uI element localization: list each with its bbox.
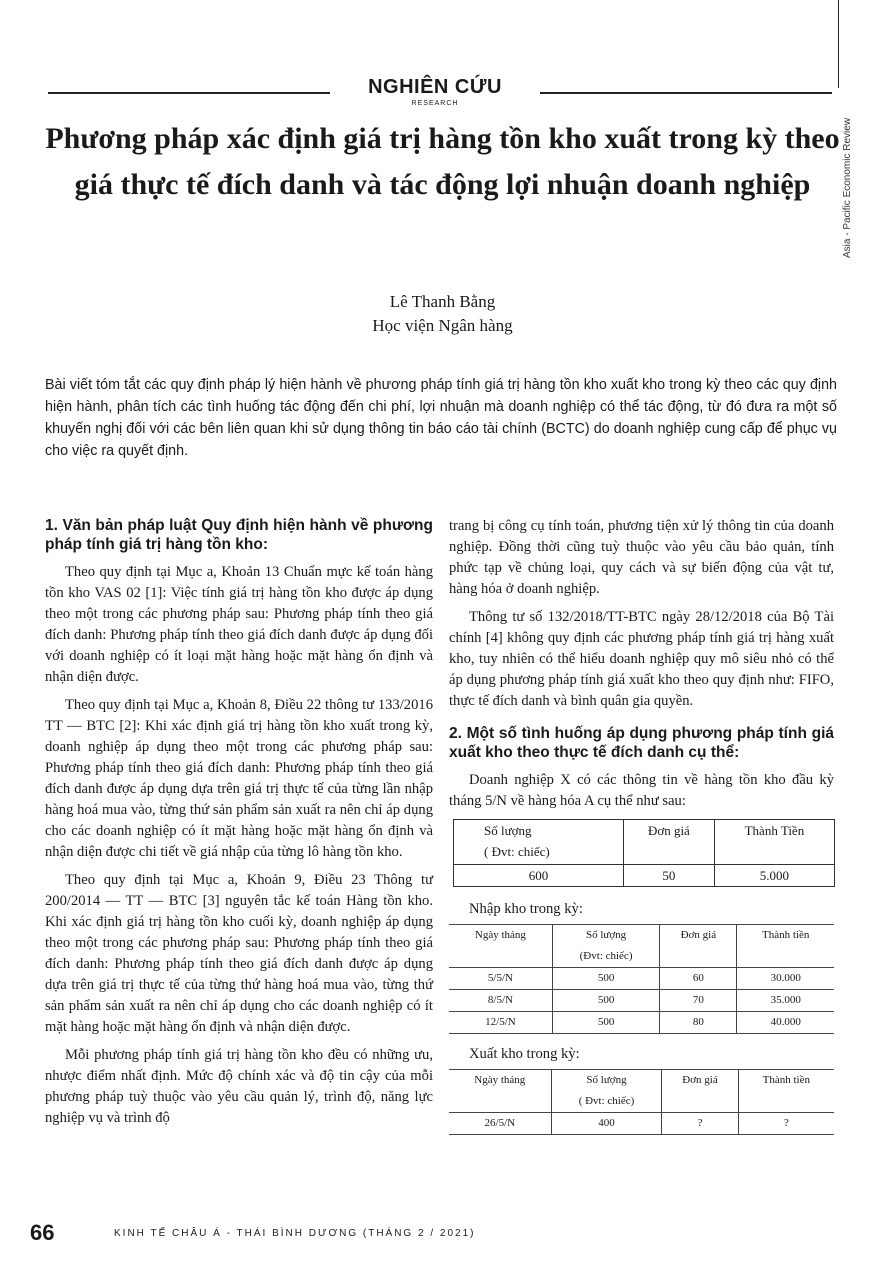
author-name: Lê Thanh Bằng: [389, 292, 496, 311]
table-caption: Nhập kho trong kỳ:: [469, 901, 583, 917]
table-header-cell: Thành Tiền: [714, 820, 834, 865]
table-cell: 26/5/N: [449, 1113, 551, 1135]
page-footer: [30, 1220, 850, 1250]
header-qty: Số lượng: [585, 929, 627, 941]
abstract: Bài viết tóm tắt các quy định pháp lý hiện hành về phương pháp tính giá trị hàng tồn kho xuất kho trong kỳ theo các quy định hiện hành, phân tích các tình huống tác động đến chi phí, lợi nhuận mà doanh nghiệp có thể tác động, từ đó đưa ra một số khuyến nghị đối với các bên liên quan khi sử dụng thông tin báo cáo tài chính (BCTC) do doanh nghiệp cung cấp để phục vụ cho việc ra quyết định.: [45, 377, 837, 459]
table-header-cell: Đơn giá: [662, 1070, 738, 1113]
section-label: NGHIÊN CỨU: [368, 76, 502, 98]
heading-1: 1. Văn bản pháp luật Quy định hiện hành về phương pháp tính giá trị hàng tồn kho:: [45, 517, 433, 553]
table-header-cell: Thành tiền: [737, 925, 834, 968]
table-row: [449, 968, 834, 990]
table-cell: 5/5/N: [449, 968, 552, 990]
table-cell: 70: [660, 990, 737, 1012]
paragraph: Doanh nghiệp X có các thông tin về hàng tồn kho đầu kỳ tháng 5/N về hàng hóa A cụ thể như sau:: [449, 772, 834, 809]
table-cell: 8/5/N: [449, 990, 552, 1012]
margin-rule: [838, 0, 839, 88]
header-qty-unit: ( Đvt: chiếc): [484, 844, 550, 859]
table-cell: ?: [738, 1113, 834, 1135]
table-header-cell: Thành tiền: [738, 1070, 834, 1113]
table-cell: 500: [552, 968, 659, 990]
paragraph: Mỗi phương pháp tính giá trị hàng tồn kho đều có những ưu, nhược điểm nhất định. Mức độ chính xác và độ tin cậy của mỗi phương pháp tuỳ thuộc vào yêu cầu quản lý, trình độ, năng lực nghiệp vụ và trình độ: [45, 1047, 433, 1126]
table-row: [449, 990, 834, 1012]
right-column: [449, 516, 834, 1145]
paragraph: Theo quy định tại Mục a, Khoản 13 Chuẩn mực kế toán hàng tồn kho VAS 02 [1]: Việc tính giá trị hàng tồn kho được áp dụng theo một trong các phương pháp sau: Phương pháp tính theo giá đích danh: Phương pháp tính theo giá đích danh được áp dụng đối với doanh nghiệp có ít loại mặt hàng hoặc mặt hàng ổn định và nhận diện được.: [45, 564, 433, 685]
header-rule-left: [48, 92, 330, 94]
paragraph: trang bị công cụ tính toán, phương tiện xử lý thông tin của doanh nghiệp. Đồng thời cũng tuỳ thuộc vào yêu cầu bảo quản, tính phức tạp về chủng loại, quy cách và sự biến động của vật tư, hàng hóa ở doanh nghiệp.: [449, 518, 834, 597]
table-cell: 50: [623, 865, 714, 887]
table-cell: 35.000: [737, 990, 834, 1012]
table-cell: 30.000: [737, 968, 834, 990]
table-cell: 80: [660, 1012, 737, 1034]
table-cell: 500: [552, 990, 659, 1012]
table-cell: 500: [552, 1012, 659, 1034]
heading-2: 2. Một số tình huống áp dụng phương pháp tính giá xuất kho theo thực tế đích danh cụ thể:: [449, 725, 834, 761]
table-header-row: [449, 1070, 834, 1113]
table-header-cell: [552, 925, 659, 968]
issues-table: [449, 1069, 834, 1135]
section-header: [0, 74, 885, 114]
header-qty-unit: ( Đvt: chiếc): [578, 1095, 635, 1107]
table-cell: 12/5/N: [449, 1012, 552, 1034]
table-cell: 400: [551, 1113, 662, 1135]
paragraph: Theo quy định tại Mục a, Khoản 8, Điều 22 thông tư 133/2016 TT — BTC [2]: Khi xác định giá trị hàng tồn kho xuất trong kỳ, doanh nghiệp áp dụng theo một trong các phương pháp sau: Phương pháp tính theo giá đích danh: Phương pháp tính theo giá đích danh được áp dụng dựa trên giá trị thực tế của từng lần nhập hàng hoá mua vào, từng thứ sản phẩm sản xuất ra nên chỉ áp dụng cho các doanh nghiệp có ít mặt hàng hoặc mặt hàng ổn định và nhận diện được chi tiết về giá nhập của từng lô hàng tồn kho.: [45, 697, 433, 860]
table-cell: ?: [662, 1113, 738, 1135]
table-header-row: [454, 820, 835, 865]
receipts-table: [449, 924, 834, 1034]
section-sublabel: RESEARCH: [411, 100, 459, 107]
article-title: Phương pháp xác định giá trị hàng tồn kho xuất trong kỳ theo giá thực tế đích danh và tác động lợi nhuận doanh nghiệp: [45, 122, 840, 201]
table-row: [449, 1012, 834, 1034]
opening-inventory-table: [453, 819, 835, 887]
author-affiliation: Học viện Ngân hàng: [372, 316, 513, 335]
page-number: 66: [30, 1220, 55, 1245]
table-row: [449, 1113, 834, 1135]
journal-name: KINH TẾ CHÂU Á - THÁI BÌNH DƯƠNG (THÁNG 2 / 2021): [114, 1228, 476, 1239]
header-qty: Số lượng: [586, 1074, 627, 1086]
table-row: [454, 865, 835, 887]
table-header-cell: Ngày tháng: [449, 925, 552, 968]
table-header-cell: [454, 820, 624, 865]
table-cell: 60: [660, 968, 737, 990]
paragraph: Thông tư số 132/2018/TT-BTC ngày 28/12/2018 của Bộ Tài chính [4] không quy định các phương pháp tính giá trị hàng xuất kho, tuy nhiên có thể hiểu doanh nghiệp quy mô siêu nhỏ có thể áp dụng phương pháp tính giá xuất kho theo quy định như: FIFO, thực tế đích danh và bình quân gia quyền.: [449, 609, 834, 709]
table-header-row: [449, 925, 834, 968]
journal-side-text: Asia - Pacific Economic Review: [842, 117, 853, 258]
paragraph: Theo quy định tại Mục a, Khoản 9, Điều 23 Thông tư 200/2014 — TT — BTC [3] nguyên tắc kế toán Hàng tồn kho. Khi xác định giá trị hàng tồn kho cuối kỳ, doanh nghiệp áp dụng theo một trong các phương pháp sau: Phương pháp tính theo giá đích danh: Phương pháp tính theo giá đích danh được áp dụng dựa trên giá trị thực tế của từng thứ hàng hoá mua vào, từng thứ sản phẩm sản xuất ra nên chỉ áp dụng cho các doanh nghiệp có ít mặt hàng hoặc mặt hàng ổn định và nhận diện được.: [45, 872, 433, 1035]
left-column: [45, 516, 433, 1136]
table-header-cell: [551, 1070, 662, 1113]
table-cell: 40.000: [737, 1012, 834, 1034]
table-cell: 5.000: [714, 865, 834, 887]
table-cell: 600: [454, 865, 624, 887]
table-header-cell: Đơn giá: [660, 925, 737, 968]
header-rule-right: [540, 92, 832, 94]
header-qty: Số lượng: [484, 823, 532, 838]
table-header-cell: Ngày tháng: [449, 1070, 551, 1113]
table-caption: Xuất kho trong kỳ:: [469, 1046, 580, 1062]
header-qty-unit: (Đvt: chiếc): [579, 950, 633, 962]
table-header-cell: Đơn giá: [623, 820, 714, 865]
